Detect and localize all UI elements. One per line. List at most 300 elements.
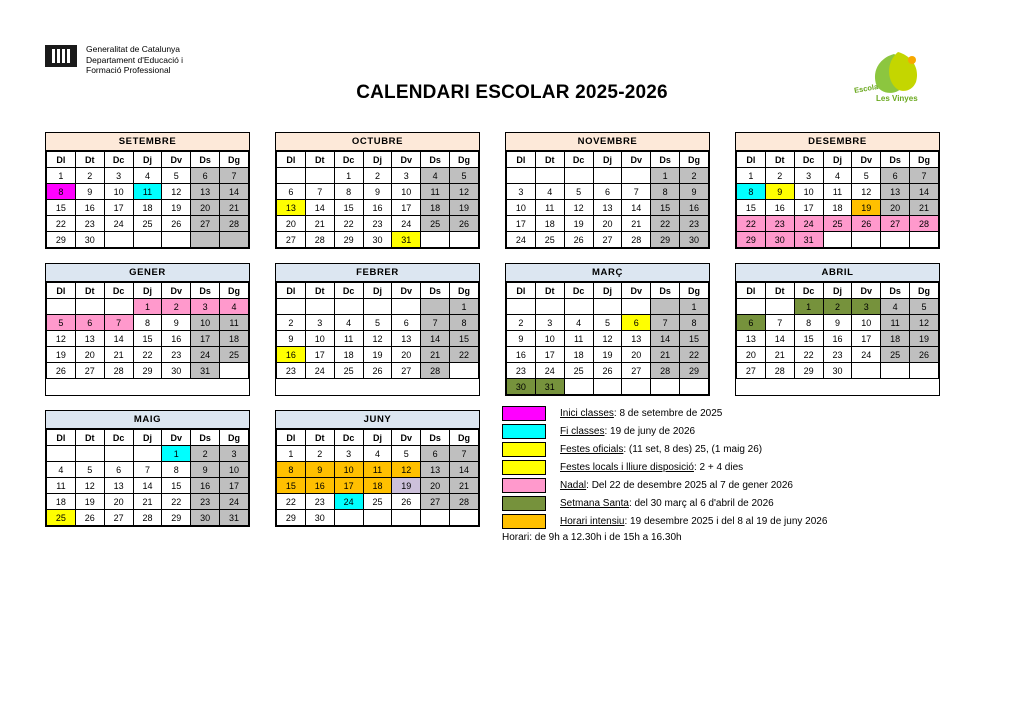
legend-label: Fi classes	[560, 425, 605, 437]
day-cell: 27	[421, 494, 450, 510]
day-cell: 22	[334, 216, 363, 232]
legend-text	[560, 498, 774, 509]
week-row	[277, 216, 479, 232]
day-cell: 20	[75, 347, 104, 363]
day-cell: 23	[75, 216, 104, 232]
day-cell: 27	[392, 363, 421, 379]
day-cell: 13	[392, 331, 421, 347]
day-cell: 21	[305, 216, 334, 232]
week-row	[277, 462, 479, 478]
month-gener	[45, 263, 250, 396]
legend-swatch	[502, 424, 546, 439]
generalitat-logo	[45, 45, 77, 67]
legend-description: : 19 desembre 2025 i del 8 al 19 de juny 2026	[624, 515, 828, 527]
day-cell: 11	[133, 184, 162, 200]
weekday-dt: Dt	[75, 283, 104, 299]
week-row	[737, 363, 939, 379]
legend-item	[502, 404, 972, 422]
day-cell: 27	[622, 363, 651, 379]
month-setembre	[45, 132, 250, 249]
empty-cell	[162, 232, 191, 248]
weekday-dg: Dg	[910, 283, 939, 299]
weekday-ds: Ds	[651, 152, 680, 168]
day-cell: 1	[651, 168, 680, 184]
month-title: MARÇ	[506, 264, 709, 282]
weekday-dg: Dg	[220, 430, 249, 446]
day-cell: 14	[421, 331, 450, 347]
weekday-dt: Dt	[305, 283, 334, 299]
day-cell: 20	[392, 347, 421, 363]
weekday-dl: Dl	[47, 152, 76, 168]
day-cell: 29	[334, 232, 363, 248]
day-cell: 7	[765, 315, 794, 331]
month-table	[276, 282, 479, 379]
day-cell: 2	[680, 168, 709, 184]
day-cell: 4	[564, 315, 593, 331]
day-cell: 21	[910, 200, 939, 216]
week-row	[507, 299, 709, 315]
day-cell: 28	[765, 363, 794, 379]
day-cell: 12	[162, 184, 191, 200]
day-cell: 4	[535, 184, 564, 200]
weekday-dc: Dc	[794, 152, 823, 168]
day-cell: 20	[881, 200, 910, 216]
day-cell: 21	[622, 216, 651, 232]
day-cell: 28	[305, 232, 334, 248]
day-cell: 15	[794, 331, 823, 347]
day-cell: 16	[823, 331, 852, 347]
empty-cell	[450, 510, 479, 526]
weekday-dj: Dj	[823, 283, 852, 299]
day-cell: 17	[191, 331, 220, 347]
week-row	[47, 232, 249, 248]
day-cell: 6	[104, 462, 133, 478]
day-cell: 5	[363, 315, 392, 331]
month-title: JUNY	[276, 411, 479, 429]
day-cell: 12	[47, 331, 76, 347]
day-cell: 1	[450, 299, 479, 315]
day-cell: 25	[220, 347, 249, 363]
weekday-dv: Dv	[392, 283, 421, 299]
day-cell: 11	[564, 331, 593, 347]
empty-cell	[622, 299, 651, 315]
day-cell: 5	[564, 184, 593, 200]
day-cell: 24	[334, 494, 363, 510]
weekday-header-row	[277, 283, 479, 299]
day-cell: 19	[852, 200, 881, 216]
day-cell: 3	[191, 299, 220, 315]
week-row	[47, 347, 249, 363]
day-cell: 28	[910, 216, 939, 232]
empty-cell	[392, 299, 421, 315]
legend-swatch	[502, 406, 546, 421]
day-cell: 2	[191, 446, 220, 462]
day-cell: 10	[104, 184, 133, 200]
day-cell: 24	[794, 216, 823, 232]
empty-cell	[564, 379, 593, 395]
day-cell: 25	[421, 216, 450, 232]
day-cell: 18	[535, 216, 564, 232]
gencat-line-3: Formació Professional	[86, 65, 171, 75]
legend-swatch	[502, 514, 546, 529]
weekday-dc: Dc	[334, 283, 363, 299]
day-cell: 23	[277, 363, 306, 379]
empty-cell	[593, 168, 622, 184]
month-març	[505, 263, 710, 396]
day-cell: 15	[277, 478, 306, 494]
day-cell: 20	[277, 216, 306, 232]
day-cell: 12	[564, 200, 593, 216]
day-cell: 22	[133, 347, 162, 363]
day-cell: 10	[507, 200, 536, 216]
week-row	[507, 216, 709, 232]
day-cell: 31	[794, 232, 823, 248]
day-cell: 9	[680, 184, 709, 200]
day-cell: 16	[507, 347, 536, 363]
day-cell: 26	[363, 363, 392, 379]
day-cell: 30	[680, 232, 709, 248]
day-cell: 30	[162, 363, 191, 379]
day-cell: 13	[622, 331, 651, 347]
day-cell: 4	[133, 168, 162, 184]
weekday-ds: Ds	[421, 283, 450, 299]
day-cell: 5	[47, 315, 76, 331]
day-cell: 18	[363, 478, 392, 494]
day-cell: 25	[334, 363, 363, 379]
day-cell: 13	[881, 184, 910, 200]
legend-text	[560, 516, 827, 527]
month-table	[506, 282, 709, 395]
weekday-dl: Dl	[277, 430, 306, 446]
empty-cell	[47, 299, 76, 315]
legend-swatch	[502, 442, 546, 457]
day-cell: 18	[133, 200, 162, 216]
day-cell: 25	[363, 494, 392, 510]
school-logo	[854, 50, 934, 112]
day-cell: 11	[421, 184, 450, 200]
week-row	[277, 363, 479, 379]
empty-cell	[593, 299, 622, 315]
day-cell: 14	[133, 478, 162, 494]
day-cell: 10	[220, 462, 249, 478]
week-row	[47, 331, 249, 347]
day-cell: 21	[765, 347, 794, 363]
day-cell: 22	[450, 347, 479, 363]
day-cell: 12	[392, 462, 421, 478]
day-cell: 1	[47, 168, 76, 184]
day-cell: 13	[593, 200, 622, 216]
empty-cell	[622, 379, 651, 395]
day-cell: 3	[305, 315, 334, 331]
day-cell: 10	[191, 315, 220, 331]
empty-cell	[564, 168, 593, 184]
empty-cell	[507, 168, 536, 184]
day-cell: 3	[507, 184, 536, 200]
week-row	[277, 315, 479, 331]
school-logo-line-1: Escola	[853, 81, 879, 96]
day-cell: 18	[47, 494, 76, 510]
day-cell: 9	[507, 331, 536, 347]
weekday-dg: Dg	[450, 283, 479, 299]
week-row	[277, 299, 479, 315]
weekday-ds: Ds	[651, 283, 680, 299]
day-cell: 1	[737, 168, 766, 184]
day-cell: 15	[737, 200, 766, 216]
day-cell: 5	[392, 446, 421, 462]
day-cell: 14	[910, 184, 939, 200]
empty-cell	[421, 299, 450, 315]
week-row	[277, 200, 479, 216]
weekday-header-row	[507, 152, 709, 168]
day-cell: 29	[162, 510, 191, 526]
day-cell: 20	[191, 200, 220, 216]
day-cell: 17	[535, 347, 564, 363]
empty-cell	[680, 379, 709, 395]
weekday-dg: Dg	[450, 152, 479, 168]
day-cell: 19	[910, 331, 939, 347]
month-febrer	[275, 263, 480, 396]
empty-cell	[450, 363, 479, 379]
day-cell: 27	[881, 216, 910, 232]
day-cell: 23	[191, 494, 220, 510]
day-cell: 30	[507, 379, 536, 395]
gencat-line-1: Generalitat de Catalunya	[86, 44, 181, 54]
week-row	[47, 168, 249, 184]
day-cell: 30	[75, 232, 104, 248]
weekday-dc: Dc	[564, 283, 593, 299]
day-cell: 15	[651, 200, 680, 216]
empty-cell	[881, 232, 910, 248]
day-cell: 12	[910, 315, 939, 331]
day-cell: 1	[133, 299, 162, 315]
day-cell: 24	[392, 216, 421, 232]
legend-item	[502, 476, 972, 494]
day-cell: 31	[220, 510, 249, 526]
day-cell: 28	[622, 232, 651, 248]
day-cell: 26	[162, 216, 191, 232]
legend-text	[560, 462, 743, 473]
day-cell: 21	[651, 347, 680, 363]
day-cell: 21	[220, 200, 249, 216]
day-cell: 25	[47, 510, 76, 526]
month-row	[45, 263, 985, 396]
day-cell: 30	[823, 363, 852, 379]
day-cell: 9	[162, 315, 191, 331]
day-cell: 1	[680, 299, 709, 315]
day-cell: 9	[277, 331, 306, 347]
day-cell: 23	[507, 363, 536, 379]
day-cell: 19	[392, 478, 421, 494]
empty-cell	[75, 299, 104, 315]
day-cell: 16	[765, 200, 794, 216]
legend-label: Nadal	[560, 479, 587, 491]
empty-cell	[392, 510, 421, 526]
day-cell: 16	[162, 331, 191, 347]
day-cell: 19	[363, 347, 392, 363]
day-cell: 28	[421, 363, 450, 379]
month-title: OCTUBRE	[276, 133, 479, 151]
weekday-dc: Dc	[104, 430, 133, 446]
weekday-dg: Dg	[680, 283, 709, 299]
legend-description: : 2 + 4 dies	[693, 461, 744, 473]
weekday-dg: Dg	[220, 152, 249, 168]
week-row	[277, 478, 479, 494]
day-cell: 30	[765, 232, 794, 248]
empty-cell	[75, 446, 104, 462]
day-cell: 19	[162, 200, 191, 216]
day-cell: 4	[47, 462, 76, 478]
empty-cell	[593, 379, 622, 395]
day-cell: 26	[47, 363, 76, 379]
day-cell: 7	[220, 168, 249, 184]
empty-cell	[277, 299, 306, 315]
week-row	[277, 494, 479, 510]
legend-label: Inici classes	[560, 407, 614, 419]
day-cell: 16	[305, 478, 334, 494]
empty-cell	[334, 510, 363, 526]
empty-cell	[191, 232, 220, 248]
day-cell: 12	[75, 478, 104, 494]
weekday-dj: Dj	[593, 283, 622, 299]
weekday-dv: Dv	[162, 283, 191, 299]
legend-description: : Del 22 de desembre 2025 al 7 de gener 2026	[586, 479, 793, 491]
day-cell: 2	[823, 299, 852, 315]
day-cell: 9	[75, 184, 104, 200]
empty-cell	[823, 232, 852, 248]
empty-cell	[450, 232, 479, 248]
month-title: DESEMBRE	[736, 133, 939, 151]
day-cell: 26	[450, 216, 479, 232]
day-cell: 4	[421, 168, 450, 184]
day-cell: 2	[162, 299, 191, 315]
day-cell: 1	[334, 168, 363, 184]
day-cell: 22	[680, 347, 709, 363]
day-cell: 12	[363, 331, 392, 347]
legend-text	[560, 426, 695, 437]
day-cell: 1	[162, 446, 191, 462]
day-cell: 25	[564, 363, 593, 379]
weekday-dj: Dj	[363, 152, 392, 168]
empty-cell	[305, 299, 334, 315]
day-cell: 3	[852, 299, 881, 315]
day-cell: 17	[334, 478, 363, 494]
legend-description: : 8 de setembre de 2025	[613, 407, 723, 419]
week-row	[507, 184, 709, 200]
day-cell: 5	[593, 315, 622, 331]
day-cell: 26	[593, 363, 622, 379]
day-cell: 24	[191, 347, 220, 363]
weekday-dv: Dv	[162, 152, 191, 168]
day-cell: 15	[334, 200, 363, 216]
day-cell: 26	[392, 494, 421, 510]
weekday-dt: Dt	[75, 430, 104, 446]
weekday-ds: Ds	[191, 430, 220, 446]
weekday-ds: Ds	[881, 152, 910, 168]
month-maig	[45, 410, 250, 527]
day-cell: 7	[450, 446, 479, 462]
day-cell: 3	[334, 446, 363, 462]
legend-item	[502, 458, 972, 476]
weekday-dc: Dc	[104, 283, 133, 299]
empty-cell	[564, 299, 593, 315]
weekday-dt: Dt	[305, 152, 334, 168]
day-cell: 14	[765, 331, 794, 347]
day-cell: 6	[593, 184, 622, 200]
month-table	[506, 151, 709, 248]
day-cell: 10	[334, 462, 363, 478]
week-row	[507, 315, 709, 331]
day-cell: 29	[47, 232, 76, 248]
weekday-ds: Ds	[191, 283, 220, 299]
day-cell: 3	[392, 168, 421, 184]
weekday-dl: Dl	[737, 152, 766, 168]
day-cell: 18	[421, 200, 450, 216]
month-title: SETEMBRE	[46, 133, 249, 151]
day-cell: 5	[450, 168, 479, 184]
legend-item	[502, 440, 972, 458]
week-row	[47, 184, 249, 200]
weekday-ds: Ds	[881, 283, 910, 299]
week-row	[47, 510, 249, 526]
weekday-dj: Dj	[133, 283, 162, 299]
day-cell: 5	[852, 168, 881, 184]
weekday-dj: Dj	[133, 430, 162, 446]
day-cell: 28	[220, 216, 249, 232]
empty-cell	[104, 232, 133, 248]
empty-cell	[910, 363, 939, 379]
day-cell: 7	[305, 184, 334, 200]
day-cell: 24	[852, 347, 881, 363]
day-cell: 27	[737, 363, 766, 379]
day-cell: 31	[535, 379, 564, 395]
day-cell: 9	[765, 184, 794, 200]
day-cell: 14	[450, 462, 479, 478]
day-cell: 17	[220, 478, 249, 494]
day-cell: 7	[421, 315, 450, 331]
day-cell: 7	[622, 184, 651, 200]
day-cell: 9	[823, 315, 852, 331]
empty-cell	[220, 363, 249, 379]
weekday-dc: Dc	[564, 152, 593, 168]
day-cell: 26	[75, 510, 104, 526]
empty-cell	[535, 299, 564, 315]
empty-cell	[507, 299, 536, 315]
empty-cell	[535, 168, 564, 184]
week-row	[277, 331, 479, 347]
day-cell: 28	[651, 363, 680, 379]
weekday-dt: Dt	[535, 152, 564, 168]
weekday-dt: Dt	[75, 152, 104, 168]
day-cell: 25	[881, 347, 910, 363]
month-abril	[735, 263, 940, 396]
empty-cell	[737, 299, 766, 315]
empty-cell	[622, 168, 651, 184]
day-cell: 23	[680, 216, 709, 232]
day-cell: 3	[794, 168, 823, 184]
day-cell: 11	[220, 315, 249, 331]
day-cell: 20	[421, 478, 450, 494]
month-table	[46, 282, 249, 379]
day-cell: 23	[162, 347, 191, 363]
day-cell: 6	[277, 184, 306, 200]
day-cell: 13	[75, 331, 104, 347]
day-cell: 7	[910, 168, 939, 184]
day-cell: 23	[765, 216, 794, 232]
day-cell: 29	[133, 363, 162, 379]
weekday-dj: Dj	[363, 283, 392, 299]
legend-text	[560, 408, 722, 419]
day-cell: 11	[47, 478, 76, 494]
